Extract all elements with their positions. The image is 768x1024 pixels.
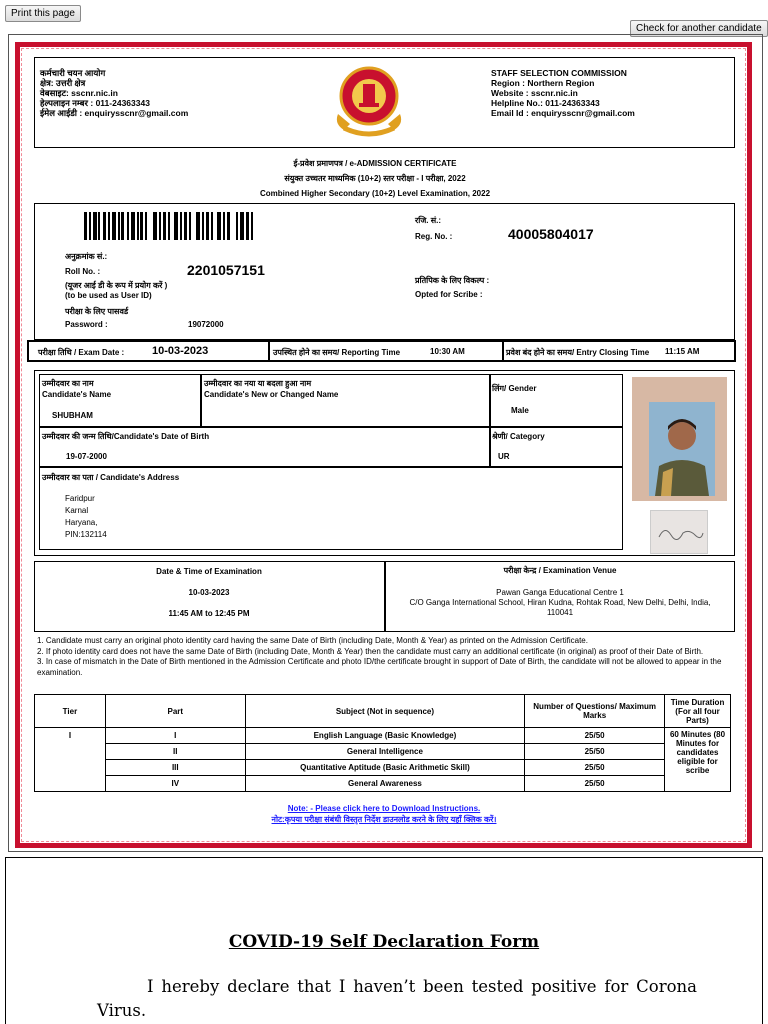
subject-table (34, 694, 731, 792)
marks-cell: 25/50 (525, 744, 665, 760)
address-line: Karnal (65, 506, 89, 515)
title-line: ई-प्रवेश प्रमाणपत्र / e-ADMISSION CERTIFICATE (293, 159, 457, 168)
subject-cell: General Intelligence (245, 744, 525, 760)
password-label: Password : (65, 320, 108, 329)
entry-closing-label: प्रवेश बंद होने का समय/ Entry Closing Time (506, 348, 650, 357)
table-row (35, 744, 731, 760)
password-value: 19072000 (188, 320, 224, 329)
title-line: संयुक्त उच्चतर माध्यमिक (10+2) स्तर परीक्षा - I परीक्षा, 2022 (284, 174, 466, 183)
marks-cell: 25/50 (525, 760, 665, 776)
venue-pin: 110041 (546, 608, 574, 617)
candidate-name-hindi-label: उम्मीदवार का नाम (42, 379, 94, 388)
download-instructions-link-hindi[interactable]: नोट:कृपया परीक्षा संबंधी विस्तृत निर्देश डाउनलोड करने के लिए यहाँ क्लिक करें। (271, 815, 497, 824)
grid-line (489, 374, 491, 466)
header-hindi-contact (40, 68, 188, 118)
exam-venue-label: परीक्षा केन्द्र / Examination Venue (503, 566, 617, 575)
gender-label: लिंग/ Gender (492, 384, 537, 393)
ssc-emblem-logo (330, 62, 408, 140)
candidate-name-label: Candidate's Name (42, 390, 112, 399)
roll-no-label: Roll No. : (65, 267, 101, 276)
grid-line (39, 426, 623, 428)
tier-cell: I (35, 728, 106, 792)
print-page-button[interactable]: Print this page (5, 5, 81, 22)
table-header: Number of Questions/ Maximum Marks (525, 695, 665, 728)
scribe-hindi-label: प्रतिपिक के लिए विकल्प : (415, 276, 490, 285)
marks-cell: 25/50 (525, 776, 665, 792)
download-instructions-link[interactable]: Note: - Please click here to Download Instructions. (287, 804, 481, 813)
table-header: Time Duration (For all four Parts) (665, 695, 731, 728)
reporting-time-label: उपस्थित होने का समय/ Reporting Time (273, 348, 401, 357)
header-hindi-line: कर्मचारी चयन आयोग (40, 68, 106, 78)
reg-hindi-label: रजि. सं.: (415, 216, 442, 225)
note-item: 2. If photo identity card does not have the same Date of Birth (including Date, Month & Year) then the candidate must carry an additional certificate (in original) as proof of their Date of Birth. (37, 646, 704, 656)
header-hindi-line: ईमेल आईडी : enquiryssсnr@gmail.com (40, 108, 189, 118)
exam-date-label: परीक्षा तिथि / Exam Date : (38, 348, 125, 357)
new-name-hindi-label: उम्मीदवार का नया या बदला हुआ नाम (204, 379, 312, 388)
covid-title: COVID-19 Self Declaration Form (228, 932, 540, 952)
header-english-line: Website : sscnr.nic.in (491, 88, 578, 98)
title-line: Combined Higher Secondary (10+2) Level Examination, 2022 (259, 189, 491, 198)
roll-barcode (84, 212, 266, 240)
userid-hint-hindi: (यूजर आई डी के रूप में प्रयोग करें ) (65, 281, 168, 290)
header-english-line: Helpline No.: 011-24363343 (491, 98, 600, 108)
subject-cell: English Language (Basic Knowledge) (245, 728, 525, 744)
header-hindi-line: हेल्पलाइन नम्बर : 011-24363343 (40, 98, 150, 108)
exam-venue-time: 11:45 AM to 12:45 PM (168, 609, 250, 618)
covid-declaration-text: I hereby declare that I haven’t been tested positive for Corona Virus. (97, 977, 697, 1020)
grid-line (200, 374, 202, 426)
table-header: Part (105, 695, 245, 728)
part-cell: II (105, 744, 245, 760)
dob-value: 19-07-2000 (66, 452, 107, 461)
address-label: उम्मीदवार का पता / Candidate's Address (42, 473, 180, 482)
table-row (35, 760, 731, 776)
subject-cell: Quantitative Aptitude (Basic Arithmetic Skill) (245, 760, 525, 776)
header-english-line: STAFF SELECTION COMMISSION (491, 68, 627, 78)
part-cell: IV (105, 776, 245, 792)
candidate-name-value: SHUBHAM (52, 411, 93, 420)
certificate-title (200, 156, 550, 201)
subject-cell: General Awareness (245, 776, 525, 792)
new-name-label: Candidate's New or Changed Name (204, 390, 339, 399)
marks-cell: 25/50 (525, 728, 665, 744)
anukramank-label: अनुक्रमांक सं.: (65, 252, 108, 261)
table-row (35, 728, 731, 744)
entry-closing-value: 11:15 AM (665, 347, 700, 356)
exam-datetime-label: Date & Time of Examination (156, 567, 262, 576)
gender-value: Male (511, 406, 529, 415)
address-line: Haryana, (65, 518, 98, 527)
address-line: PIN:132114 (65, 530, 107, 539)
exam-venue-date: 10-03-2023 (188, 588, 230, 597)
header-english-line: Email Id : enquiryssсnr@gmail.com (491, 108, 635, 118)
reg-no-value: 40005804017 (508, 226, 594, 242)
candidate-inner-grid (39, 374, 623, 550)
scribe-label: Opted for Scribe : (415, 290, 483, 299)
table-header-row (35, 695, 731, 728)
header-english-line: Region : Northern Region (491, 78, 595, 88)
category-value: UR (498, 452, 510, 461)
header-english-contact (491, 68, 635, 118)
reporting-time-value: 10:30 AM (430, 347, 465, 356)
part-cell: III (105, 760, 245, 776)
candidate-photo (649, 402, 715, 496)
userid-hint-english: (to be used as User ID) (65, 291, 152, 300)
exam-row-divider (502, 342, 504, 360)
password-hindi-label: परीक्षा के लिए पासवर्ड (65, 307, 129, 316)
note-item: 1. Candidate must carry an original photo identity card having the same Date of Birth (including Date, Month & Year) as printed on the Admission Certificate. (37, 636, 588, 645)
header-hindi-line: क्षेत्र: उत्तरी क्षेत्र (40, 78, 86, 88)
table-header: Subject (Not in sequence) (245, 695, 525, 728)
note-item: 3. In case of mismatch in the Date of Birth mentioned in the Admission Certificate and photo ID/the certificate brought in support of Date of Birth, the candidate will not be allowed to appear in the examination. (37, 657, 722, 677)
venue-address: C/O Ganga International School, Hiran Kudna, Rohtak Road, New Delhi, Delhi, India, (409, 598, 711, 607)
instructions-notes (37, 636, 733, 678)
reg-no-label: Reg. No. : (415, 232, 453, 241)
grid-line (39, 466, 623, 468)
exam-date-value: 10-03-2023 (152, 345, 209, 357)
address-value (65, 493, 107, 541)
roll-no-value: 2201057151 (187, 262, 265, 278)
part-cell: I (105, 728, 245, 744)
exam-row-divider (268, 342, 270, 360)
check-another-candidate-button[interactable]: Check for another candidate (630, 20, 768, 37)
table-header: Tier (35, 695, 106, 728)
category-label: श्रेणी/ Category (492, 432, 545, 441)
venue-name: Pawan Ganga Educational Centre 1 (496, 588, 624, 597)
header-hindi-line: वेबसाइट: sscnr.nic.in (40, 88, 118, 98)
duration-cell: 60 Minutes (80 Minutes for candidates eligible for scribe (665, 728, 731, 792)
table-row (35, 776, 731, 792)
candidate-signature (650, 510, 708, 554)
dob-label: उम्मीदवार की जन्म तिथि/Candidate's Date of Birth (42, 432, 210, 441)
address-line: Faridpur (65, 494, 95, 503)
